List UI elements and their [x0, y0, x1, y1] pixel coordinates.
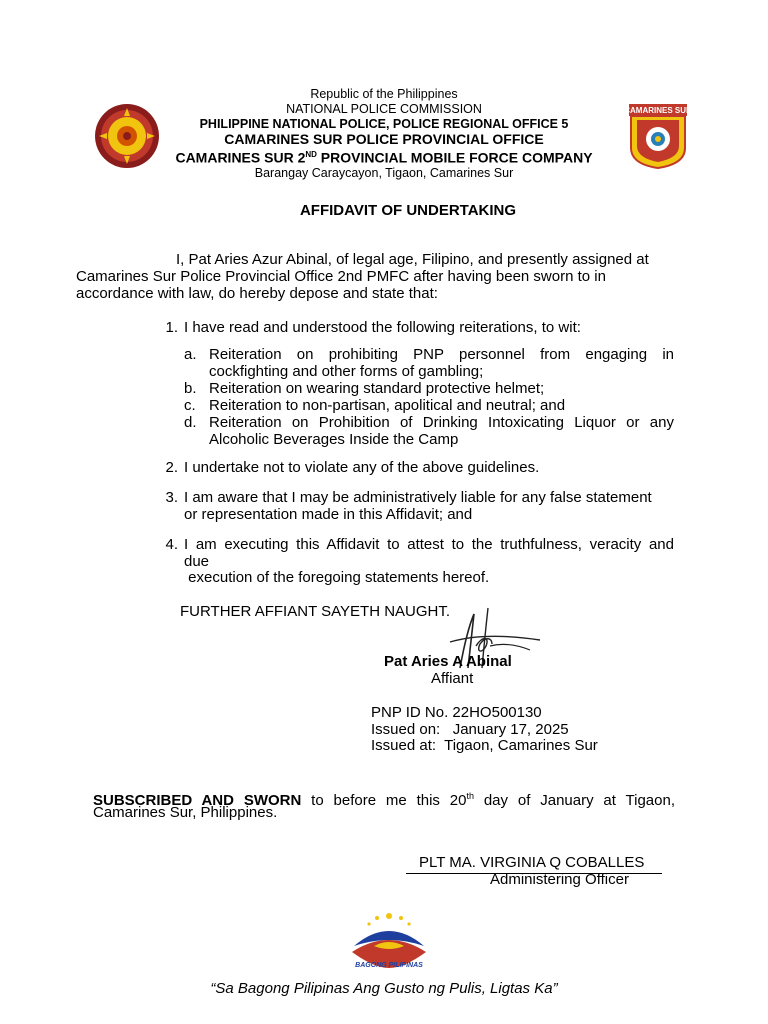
id-issued-on: Issued on: January 17, 2025 — [371, 721, 569, 738]
sub-label-c: c. — [184, 397, 196, 414]
header-pnp-region: PHILIPPINE NATIONAL POLICE, POLICE REGIONAL OFFICE 5 — [199, 117, 569, 131]
camarines-sur-ppo-logo — [627, 102, 689, 170]
sub-d-line-2: Alcoholic Beverages Inside the Camp — [209, 431, 459, 448]
pnp-id-number: PNP ID No. 22HO500130 — [371, 704, 542, 721]
officer-role: Administering Officer — [490, 871, 629, 888]
sub-d-line-1: Reiteration on Prohibition of Drinking Intoxicating Liquor or any — [209, 414, 674, 431]
document-title: AFFIDAVIT OF UNDERTAKING — [299, 202, 517, 219]
officer-name: PLT MA. VIRGINIA Q COBALLES — [419, 854, 645, 871]
intro-line-2: Camarines Sur Police Provincial Office 2nd PMFC after having been sworn to in — [76, 268, 606, 285]
item-number-4: 4. — [165, 536, 178, 553]
bagong-pilipinas-logo — [344, 906, 434, 972]
sub-b-line-1: Reiteration on wearing standard protective helmet; — [209, 380, 545, 397]
sub-a-line-1: Reiteration on prohibiting PNP personnel from engaging in — [209, 346, 674, 363]
item-number-1: 1. — [165, 319, 178, 336]
intro-line-3: accordance with law, do hereby depose and state that: — [76, 285, 438, 302]
motto-footer: “Sa Bagong Pilipinas Ang Gusto ng Pulis, Ligtas Ka” — [210, 980, 558, 997]
sub-label-d: d. — [184, 414, 197, 431]
item-text-4-line-1: I am executing this Affidavit to attest to the truthfulness, veracity and — [184, 536, 674, 553]
header-republic: Republic of the Philippines — [310, 87, 458, 101]
affiant-name: Pat Aries A Abinal — [384, 653, 512, 670]
sub-c-line-1: Reiteration to non-partisan, apolitical and neutral; and — [209, 397, 566, 414]
header-provincial-office: CAMARINES SUR POLICE PROVINCIAL OFFICE — [224, 131, 544, 147]
sub-label-b: b. — [184, 380, 197, 397]
bagong-pilipinas-text: BAGONG PILIPINAS — [355, 962, 423, 969]
intro-line-1: I, Pat Aries Azur Abinal, of legal age, Filipino, and presently assigned at — [176, 251, 649, 268]
item-text-4-line-2: due — [184, 553, 210, 570]
pnp-seal-logo — [94, 100, 160, 172]
sworn-line-2: Camarines Sur, Philippines. — [93, 804, 278, 821]
header-pmfc: CAMARINES SUR 2ND PROVINCIAL MOBILE FORCE COMPANY — [175, 149, 593, 166]
item-text-3-line-1: I am aware that I may be administratively liable for any false statement — [184, 489, 652, 506]
header-address: Barangay Caraycayon, Tigaon, Camarines Sur — [254, 165, 514, 180]
id-issued-at: Issued at: Tigaon, Camarines Sur — [371, 737, 598, 754]
svg-text:CAMARINES SUR: CAMARINES SUR — [627, 106, 689, 115]
item-text-3-line-2: or representation made in this Affidavit; and — [184, 506, 473, 523]
item-text-4-line-3: execution of the foregoing statements hereof. — [184, 569, 490, 586]
affiant-role: Affiant — [431, 670, 474, 687]
item-number-3: 3. — [165, 489, 178, 506]
item-text-2: I undertake not to violate any of the above guidelines. — [184, 459, 540, 476]
sworn-line-1: SUBSCRIBED AND SWORN to before me this 20th day of January at Tigaon, — [93, 791, 675, 809]
sub-a-line-2: cockfighting and other forms of gambling; — [209, 363, 484, 380]
sub-label-a: a. — [184, 346, 197, 363]
header-napolcom: NATIONAL POLICE COMMISSION — [286, 102, 482, 116]
further-affiant-statement: FURTHER AFFIANT SAYETH NAUGHT. — [180, 603, 451, 620]
item-text-1: I have read and understood the following reiterations, to wit: — [184, 319, 581, 336]
item-number-2: 2. — [165, 459, 178, 476]
